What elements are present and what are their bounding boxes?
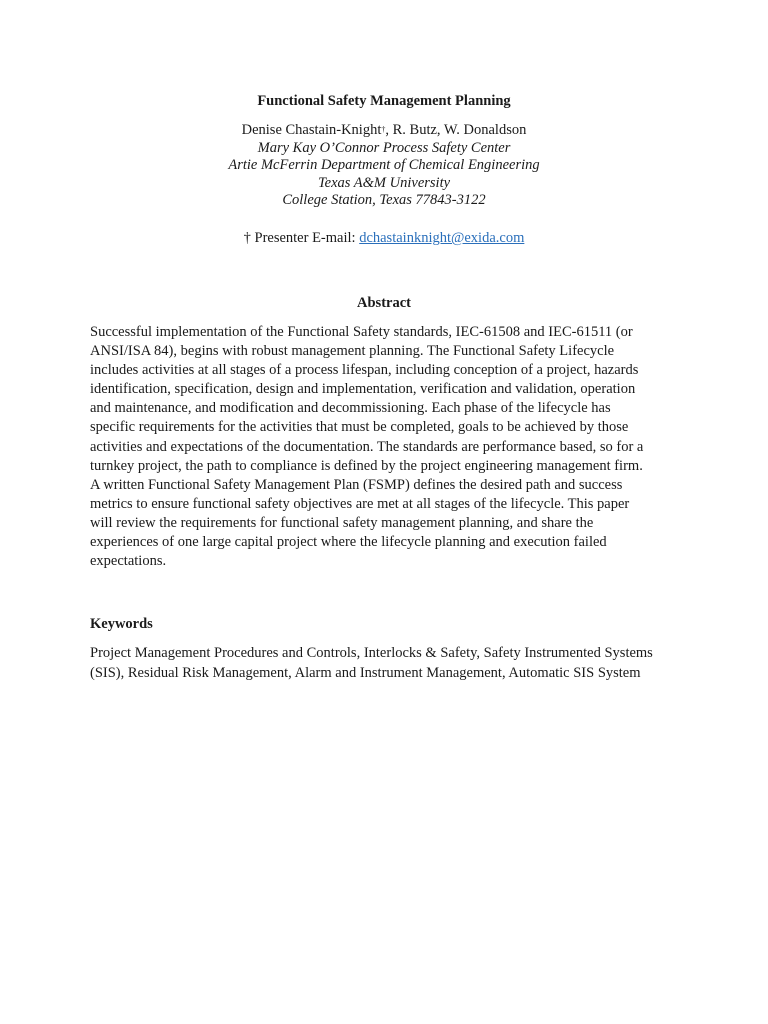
abstract-line: metrics to ensure functional safety objectives are met at all stages of the lifecycle. This paper bbox=[90, 495, 630, 512]
keywords-heading: Keywords bbox=[90, 616, 153, 632]
paper-title: Functional Safety Management Planning bbox=[257, 93, 511, 109]
affiliation-university: Texas A&M University bbox=[317, 174, 451, 191]
presenter-email-line bbox=[0, 229, 768, 247]
presenter-dagger: † bbox=[381, 125, 386, 134]
keywords-line: Project Management Procedures and Controls, Interlocks & Safety, Safety Instrumented Systems bbox=[90, 645, 653, 661]
abstract-line: A written Functional Safety Management Plan (FSMP) defines the desired path and success bbox=[90, 476, 623, 493]
abstract-line: ANSI/ISA 84), begins with robust management planning. The Functional Safety Lifecycle bbox=[90, 343, 615, 360]
abstract-line: expectations. bbox=[90, 553, 167, 570]
abstract-heading: Abstract bbox=[357, 295, 411, 311]
abstract-line: includes activities at all stages of a process lifespan, including conception of a project, hazards bbox=[90, 362, 639, 379]
abstract-line: turnkey project, the path to compliance is defined by the project engineering management firm. bbox=[90, 457, 643, 474]
keywords-body bbox=[90, 644, 690, 683]
affiliation-department: Artie McFerrin Department of Chemical Engineering bbox=[228, 157, 540, 174]
affiliation-center: Mary Kay O’Connor Process Safety Center bbox=[257, 139, 511, 156]
abstract-body bbox=[90, 323, 690, 571]
author-block bbox=[0, 122, 768, 210]
abstract-line: and maintenance, and modification and decommissioning. Each phase of the lifecycle has bbox=[90, 400, 611, 417]
abstract-line: identification, specification, design and implementation, verification and validation, operation bbox=[90, 381, 636, 398]
abstract-line: Successful implementation of the Functional Safety standards, IEC-61508 and IEC-61511 (or bbox=[90, 324, 633, 340]
abstract-line: activities and expectations of the documentation. The standards are performance based, so for a bbox=[90, 438, 644, 455]
keywords-line: (SIS), Residual Risk Management, Alarm and Instrument Management, Automatic SIS System bbox=[90, 664, 641, 681]
abstract-line: specific requirements for the activities that must be completed, goals to be achieved by those bbox=[90, 419, 629, 436]
co-authors: , R. Butz, W. Donaldson bbox=[385, 122, 527, 138]
affiliation-address: College Station, Texas 77843-3122 bbox=[282, 192, 486, 209]
abstract-line: will review the requirements for functional safety management planning, and share the bbox=[90, 514, 594, 531]
presenter-email-label: † Presenter E-mail: bbox=[243, 230, 360, 246]
presenter-email-link[interactable]: dchastainknight@exida.com bbox=[359, 230, 525, 246]
lead-author: Denise Chastain-Knight bbox=[241, 122, 382, 138]
abstract-line: experiences of one large capital project where the lifecycle planning and execution failed bbox=[90, 534, 607, 551]
author-line bbox=[0, 122, 768, 140]
